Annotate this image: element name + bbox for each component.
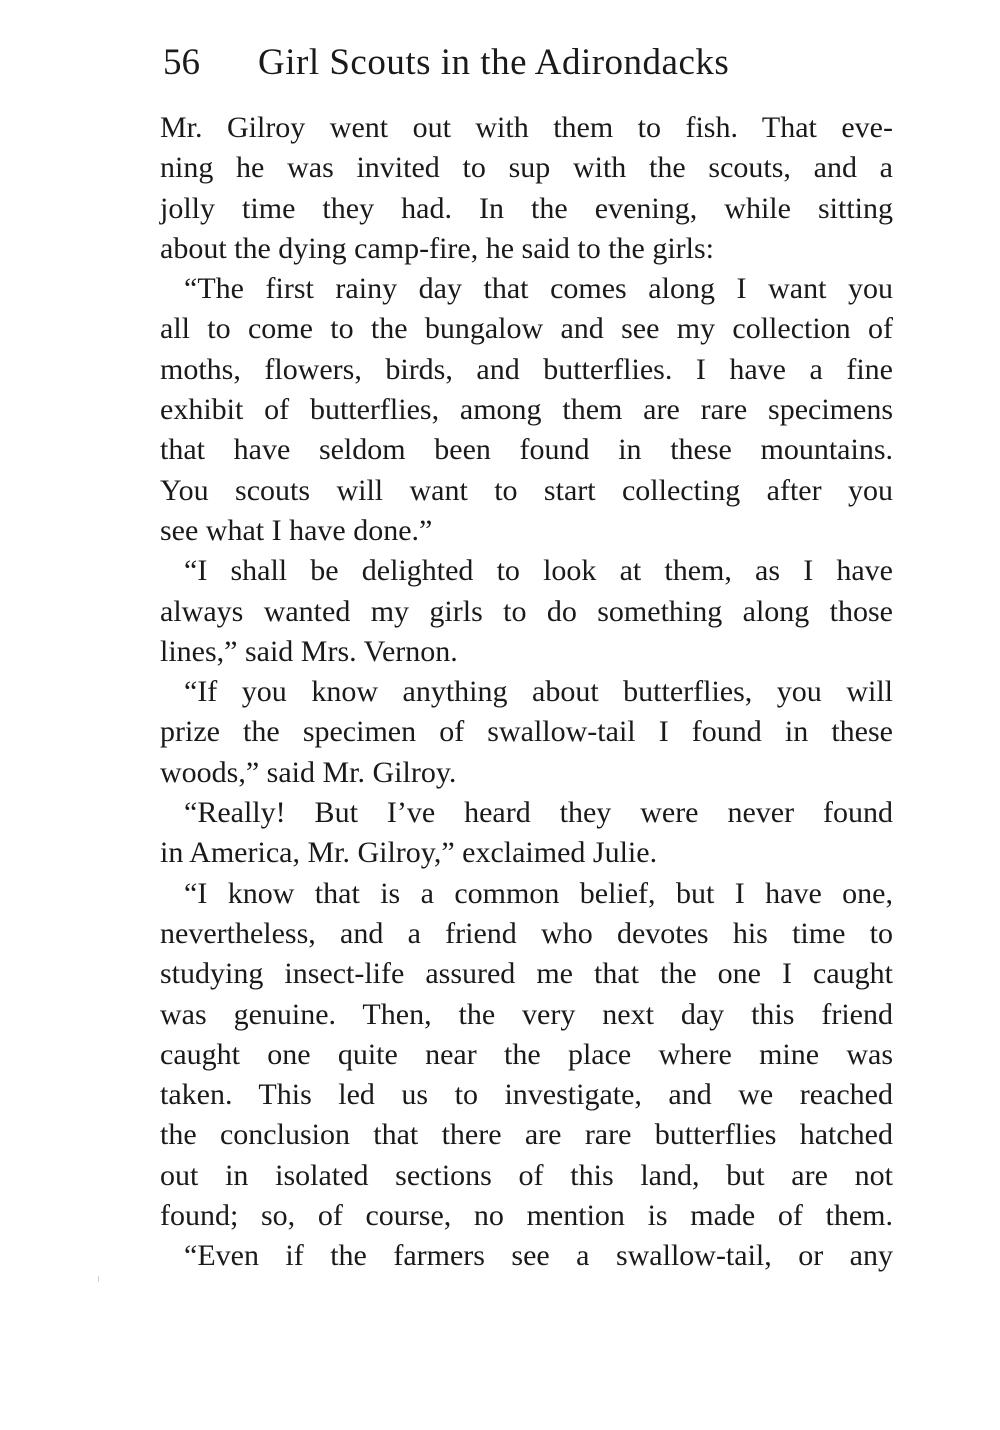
text-line: “I shall be delighted to look at them, as I have — [184, 554, 893, 588]
text-line: prize the specimen of swallow-tail I found in these — [160, 715, 893, 749]
text-line: ning he was invited to sup with the scouts, and a — [160, 151, 893, 185]
text-line: nevertheless, and a friend who devotes his time to — [160, 916, 893, 950]
text-line: was genuine. Then, the very next day this friend — [160, 997, 893, 1031]
text-line: You scouts will want to start collecting after you — [160, 473, 893, 507]
text-line: taken. This led us to investigate, and we reached — [160, 1078, 893, 1112]
text-line: about the dying camp-fire, he said to the girls: — [160, 231, 715, 265]
text-line: jolly time they had. In the evening, while sitting — [160, 191, 893, 225]
text-line: all to come to the bungalow and see my collection of — [160, 312, 893, 346]
text-line: exhibit of butterflies, among them are rare specimens — [160, 393, 893, 427]
page-number: 56 — [163, 42, 200, 83]
text-line: woods,” said Mr. Gilroy. — [160, 755, 457, 789]
text-line: studying insect-life assured me that the one I caught — [160, 957, 893, 991]
text-line: out in isolated sections of this land, but are not — [160, 1158, 893, 1192]
running-head — [163, 38, 903, 88]
scan-speck — [98, 1276, 99, 1282]
text-line: found; so, of course, no mention is made of them. — [160, 1199, 893, 1233]
text-line: “I know that is a common belief, but I have one, — [184, 876, 893, 910]
text-line: moths, flowers, birds, and butterflies. I have a fine — [160, 352, 893, 386]
text-line: in America, Mr. Gilroy,” exclaimed Julie. — [160, 836, 658, 870]
text-line: “Even if the farmers see a swallow-tail, or any — [184, 1239, 893, 1273]
body-text — [160, 108, 893, 1277]
text-line: “Really! But I’ve heard they were never found — [184, 796, 893, 830]
text-line: the conclusion that there are rare butterflies hatched — [160, 1118, 893, 1152]
text-line: lines,” said Mrs. Vernon. — [160, 634, 458, 668]
text-line: “If you know anything about butterflies, you will — [184, 675, 893, 709]
text-line: Mr. Gilroy went out with them to fish. That eve- — [160, 111, 893, 144]
text-line: “The first rainy day that comes along I want you — [184, 272, 893, 306]
book-title: Girl Scouts in the Adirondacks — [258, 42, 730, 83]
text-line: always wanted my girls to do something along those — [160, 594, 893, 628]
text-line: caught one quite near the place where mine was — [160, 1037, 893, 1071]
text-line: that have seldom been found in these mountains. — [160, 433, 893, 467]
text-line: see what I have done.” — [160, 513, 433, 547]
